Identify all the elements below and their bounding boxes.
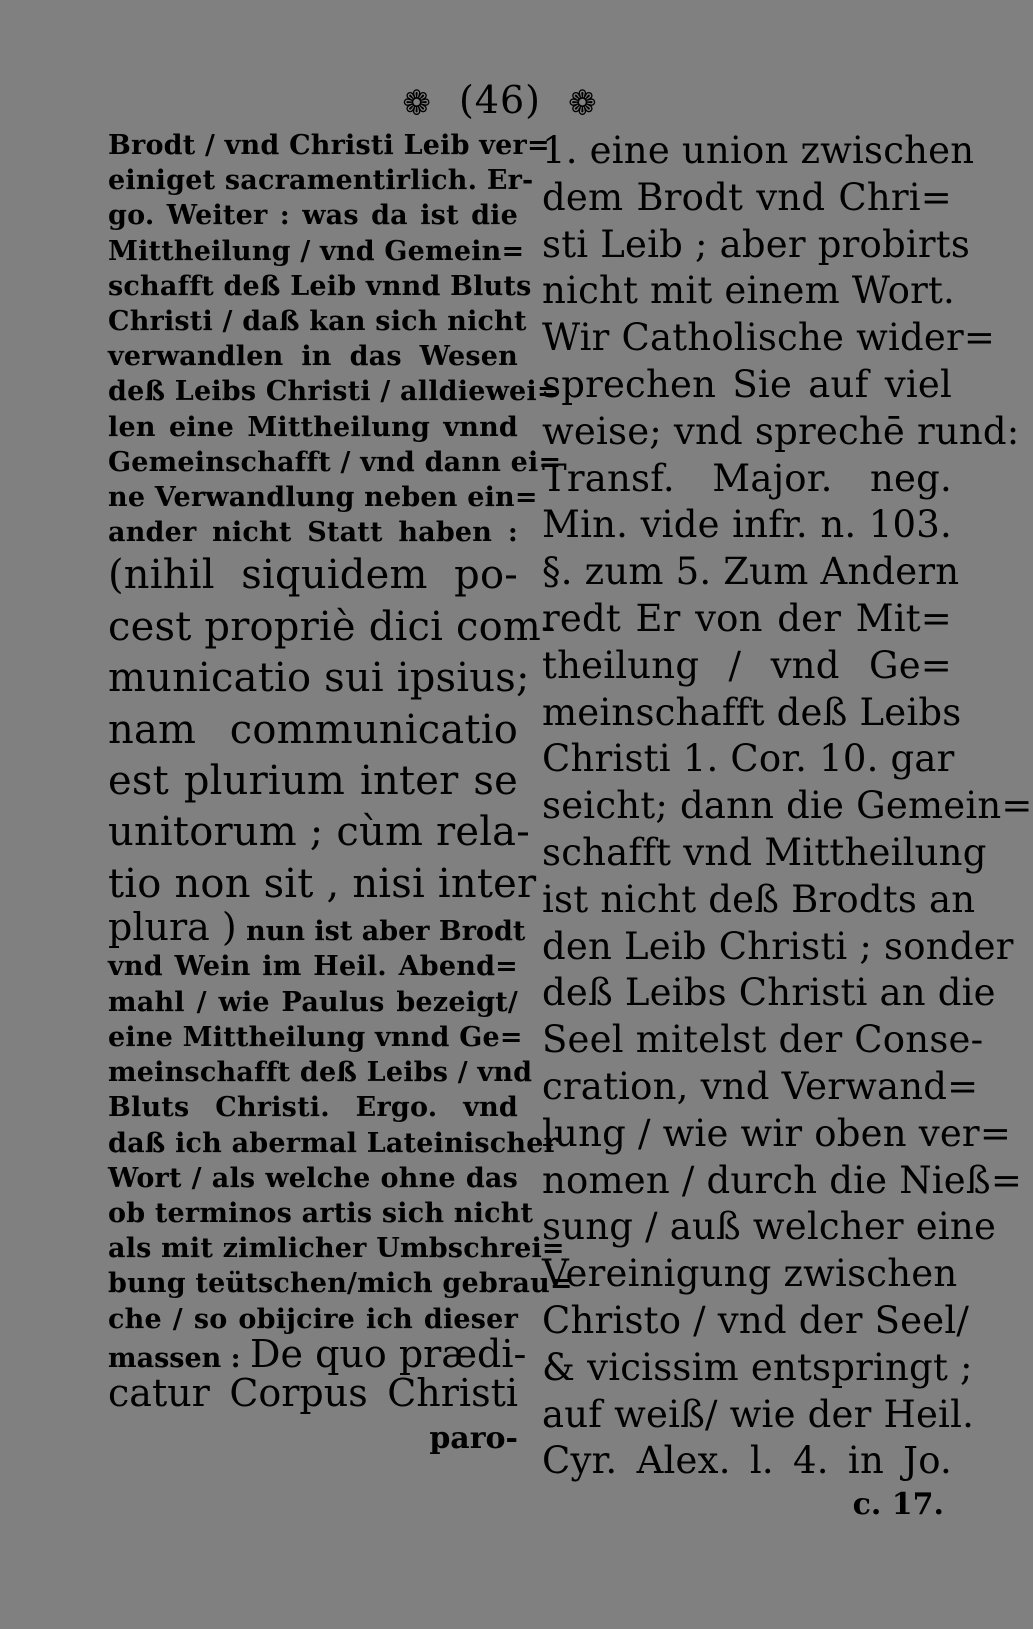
text-line: Christi 1. Cor. 10. gar — [542, 737, 955, 781]
text-latin: De quo prædi- — [250, 1331, 527, 1376]
text-line: Transf. Major. neg. — [542, 456, 952, 500]
text-line: seicht; dann die Gemein= — [542, 784, 1033, 828]
text-line: len eine Mittheilung vnnd — [108, 411, 518, 443]
text-line: §. zum 5. Zum Andern — [542, 550, 960, 594]
text-line: auf weiß/ wie der Heil. — [542, 1392, 975, 1436]
text-line: cration, vnd Verwand= — [542, 1064, 979, 1108]
text-line: als mit zimlicher Umbschrei= — [108, 1233, 565, 1265]
text-line: nomen / durch die Nieß= — [542, 1158, 1023, 1202]
text-line: sti Leib ; aber probirts — [542, 222, 971, 266]
ornament-left-icon: ❁ — [402, 83, 432, 124]
text-line: Brodt / vnd Christi Leib ver= — [108, 130, 550, 161]
text-line-mixed — [108, 1370, 518, 1415]
text-line: Vereinigung zwischen — [542, 1252, 958, 1296]
text-line: Wort / als welche ohne das — [108, 1162, 518, 1194]
text-line: municatio sui ipsius; — [108, 655, 530, 702]
text-line: Christi / daß kan sich nicht — [108, 306, 527, 338]
left-column — [108, 128, 573, 1457]
text-line: Mittheilung / vnd Gemein= — [108, 235, 525, 267]
text-line: schafft vnd Mittheilung — [542, 830, 987, 874]
text-line: einiget sacramentirlich. Er- — [108, 165, 534, 197]
text-line: che / so obijcire ich dieser — [108, 1303, 518, 1335]
text-latin: catur Corpus Christi — [108, 1370, 518, 1415]
text-line-mixed — [108, 905, 526, 950]
left-small-block-bottom — [108, 949, 573, 1336]
text-line: go. Weiter : was da ist die — [108, 200, 518, 232]
text-line: nam communicatio — [108, 706, 518, 753]
text-line: ist nicht deß Brodts an — [542, 877, 976, 921]
text-line: tio non sit , nisi inter — [108, 860, 537, 907]
text-line: ob terminos artis sich nicht — [108, 1197, 534, 1229]
ornament-right-icon: ❁ — [568, 83, 598, 124]
text-line: deß Leibs Christi an die — [542, 971, 996, 1015]
text-line: Wir Catholische wider= — [542, 316, 996, 360]
right-column — [542, 128, 1033, 1523]
text-line: ander nicht Statt haben : — [108, 517, 518, 549]
text-line: eine Mittheilung vnnd Ge= — [108, 1021, 523, 1053]
text-line: weise; vnd sprechē rund: — [542, 409, 1020, 453]
text-line: meinschafft deß Leibs — [542, 690, 962, 734]
left-latin-block — [108, 550, 555, 910]
text-line: mahl / wie Paulus bezeigt/ — [108, 986, 518, 1018]
catchword-right: c. 17. — [852, 1487, 944, 1523]
text-line: Gemeinschafft / vnd dann ei= — [108, 446, 562, 478]
text-line: schafft deß Leib vnnd Bluts — [108, 270, 532, 302]
text-german: nun ist aber Brodt — [236, 916, 526, 948]
page-number: (46) — [458, 78, 541, 122]
text-line: (nihil siquidem po- — [108, 552, 518, 599]
text-line: deß Leibs Christi / alldiewei= — [108, 376, 560, 408]
text-line: sung / auß welcher eine — [542, 1205, 997, 1249]
text-line: nicht mit einem Wort. — [542, 269, 956, 313]
text-line: cest propriè dici com- — [108, 603, 555, 650]
text-line: vnd Wein im Heil. Abend= — [108, 951, 518, 983]
text-line: unitorum ; cùm rela- — [108, 809, 530, 856]
text-line: meinschafft deß Leibs / vnd — [108, 1057, 533, 1089]
text-line: theilung / vnd Ge= — [542, 643, 952, 687]
text-line: Cyr. Alex. l. 4. in Jo. — [542, 1439, 952, 1483]
text-line: daß ich abermal Lateinischer — [108, 1127, 559, 1159]
text-line: est plurium inter se — [108, 758, 518, 805]
text-line: sprechen Sie auf viel — [542, 362, 952, 406]
text-line: redt Er von der Mit= — [542, 596, 952, 640]
text-line: & vicissim entspringt ; — [542, 1345, 973, 1389]
text-line: verwandlen in das Wesen — [108, 341, 518, 373]
text-latin: plura ) — [108, 905, 237, 950]
catchword-left: paro- — [429, 1421, 518, 1457]
text-line: Seel mitelst der Conse- — [542, 1018, 984, 1062]
text-line: 1. eine union zwischen — [542, 129, 975, 172]
text-line: lung / wie wir oben ver= — [542, 1111, 1012, 1155]
text-german: massen : — [108, 1342, 251, 1374]
text-line: Min. vide infr. n. 103. — [542, 503, 952, 547]
text-line: dem Brodt vnd Chri= — [542, 175, 952, 219]
text-line: Christo / vnd der Seel/ — [542, 1298, 970, 1342]
text-line: den Leib Christi ; sonder — [542, 924, 1014, 968]
text-line: ne Verwandlung neben ein= — [108, 482, 538, 514]
page-header — [0, 78, 1000, 124]
text-line: Bluts Christi. Ergo. vnd — [108, 1092, 518, 1124]
left-small-block-top — [108, 128, 562, 550]
text-line: bung teütschen/mich gebrau= — [108, 1268, 573, 1300]
